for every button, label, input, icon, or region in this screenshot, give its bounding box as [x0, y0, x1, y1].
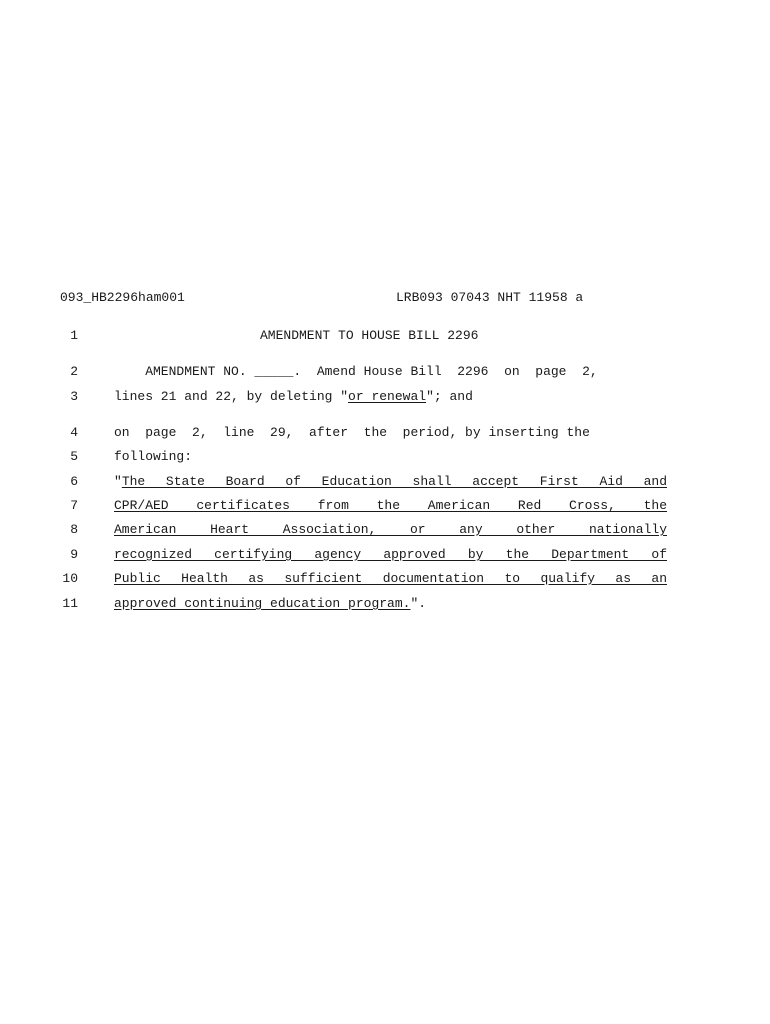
line-number: 1 [70, 328, 78, 343]
line-number: 7 [70, 498, 78, 513]
line-1 [0, 328, 770, 346]
line-4 [0, 425, 770, 443]
line-number: 4 [70, 425, 78, 440]
line-6 [0, 474, 770, 492]
line-text [114, 596, 667, 611]
inserted-text: approved continuing education program. [114, 596, 411, 611]
text-segment: lines 21 and 22, by deleting " [114, 389, 349, 404]
line-5 [0, 449, 770, 467]
line-10 [0, 571, 770, 589]
line-number: 6 [70, 474, 78, 489]
amendment-title: AMENDMENT TO HOUSE BILL 2296 [260, 328, 479, 343]
line-number: 9 [70, 547, 78, 562]
line-number: 10 [62, 571, 78, 586]
inserted-text: recognized certifying agency approved by the Department of [114, 547, 667, 562]
deleted-phrase: or renewal [348, 389, 427, 404]
text-segment: "; and [426, 389, 473, 404]
document-id: 093_HB2296ham001 [60, 290, 185, 305]
line-text [114, 474, 667, 489]
line-text: following: [114, 449, 193, 464]
line-number: 2 [70, 364, 78, 379]
inserted-text: Public Health as sufficient documentation to qualify as an [114, 571, 667, 586]
inserted-text: American Heart Association, or any other nationally [114, 522, 667, 537]
line-9 [0, 547, 770, 565]
line-number: 8 [70, 522, 78, 537]
line-text: on page 2, line 29, after the period, by inserting the [114, 425, 590, 440]
line-text [114, 389, 667, 404]
lrb-number: LRB093 07043 NHT 11958 a [396, 290, 584, 305]
line-2 [0, 364, 770, 382]
line-number: 3 [70, 389, 78, 404]
open-quote: " [114, 474, 122, 489]
line-11 [0, 596, 770, 614]
line-number: 5 [70, 449, 78, 464]
line-number: 11 [62, 596, 78, 611]
close-quote: ". [410, 596, 427, 611]
inserted-text: CPR/AED certificates from the American Red Cross, the [114, 498, 667, 513]
line-text: AMENDMENT NO. _____. Amend House Bill 2296 on page 2, [114, 364, 598, 379]
line-7 [0, 498, 770, 516]
inserted-text: The State Board of Education shall accept First Aid and [121, 474, 667, 489]
line-3 [0, 389, 770, 407]
line-8 [0, 522, 770, 540]
